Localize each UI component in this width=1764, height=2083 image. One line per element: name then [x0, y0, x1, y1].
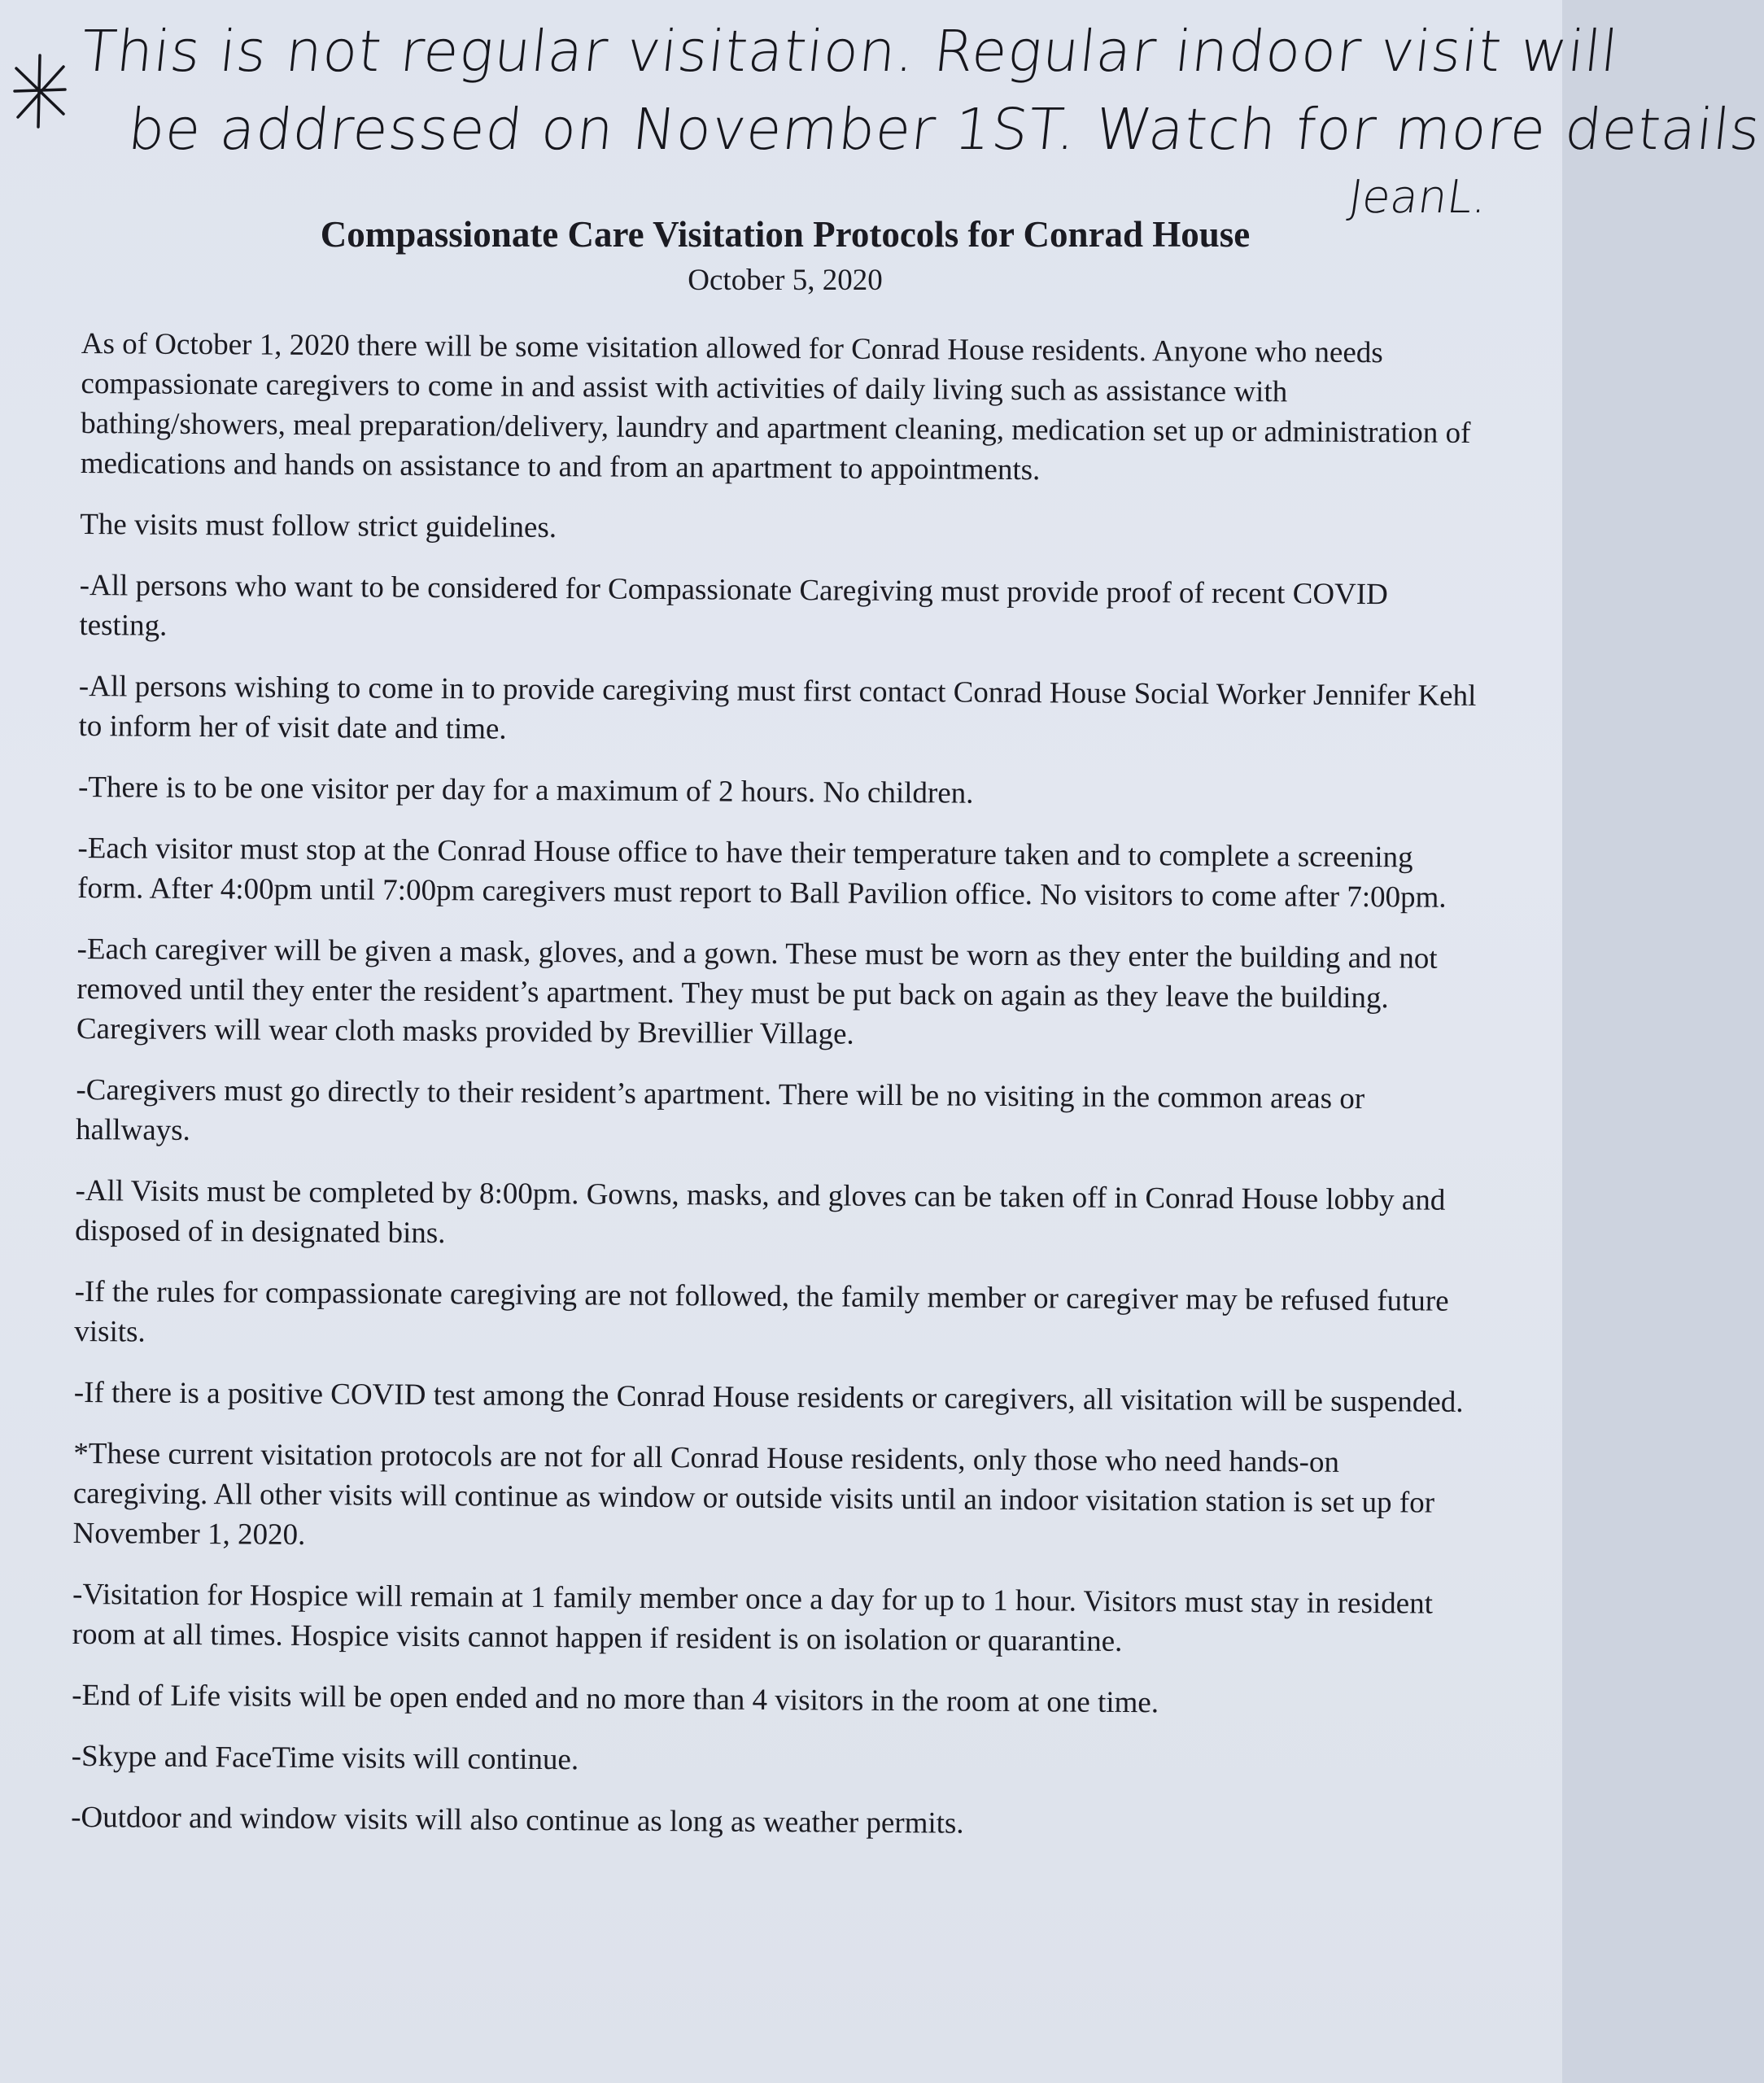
paragraph-direct-to-apartment: -Caregivers must go directly to their resident’s apartment. There will be no visiting in the common areas or hallways. — [75, 1072, 1365, 1147]
paragraph-end-of-life: -End of Life visits will be open ended and no more than 4 visitors in the room at one time. — [72, 1678, 1159, 1720]
paragraph-visit-end-time: -All Visits must be completed by 8:00pm. Gowns, masks, and gloves can be taken off in Conrad House lobby and disposed of in designated bins. — [75, 1173, 1446, 1251]
document-body — [71, 324, 1481, 1868]
paragraph-skype-facetime: -Skype and FaceTime visits will continue. — [71, 1739, 579, 1777]
handwritten-signature: JeanL. — [1345, 171, 1491, 224]
paragraph-visitor-limit: -There is to be one visitor per day for a maximum of 2 hours. No children. — [77, 770, 974, 810]
paragraph-outdoor-window: -Outdoor and window visits will also continue as long as weather permits. — [71, 1800, 964, 1841]
asterisk-icon — [11, 50, 68, 132]
paragraph-current-protocols-note: *These current visitation protocols are not for all Conrad House residents, only those who need hands-on caregiving. All other visits will continue as window or outside visits until an indoor visitation station is set up for November 1, 2020. — [72, 1436, 1435, 1552]
paragraph-hospice: -Visitation for Hospice will remain at 1 family member once a day for up to 1 hour. Visitors must stay in resident room at all times. Hospice visits cannot happen if resident is on isolation or quarantine. — [72, 1577, 1434, 1658]
paragraph-positive-test: -If there is a positive COVID test among the Conrad House residents or caregivers, all visitation will be suspended. — [73, 1375, 1464, 1419]
document-date: October 5, 2020 — [688, 264, 883, 297]
paragraph-guidelines: The visits must follow strict guidelines. — [80, 507, 557, 545]
handwritten-note — [0, 0, 1764, 228]
handwritten-note-line-1: This is not regular visitation. Regular indoor visit will — [77, 18, 1622, 85]
paragraph-intro: As of October 1, 2020 there will be some visitation allowed for Conrad House residents. Anyone who needs compassionate caregivers to come in and assist with activities of daily living such as assistance with bathing/showers, meal preparation/delivery, laundry and apartment cleaning, medication set up or administration of medications and hands on assistance to and from an apartment to appointments. — [80, 326, 1471, 487]
handwritten-note-line-2: be addressed on November 1ST. Watch for more details — [124, 96, 1764, 163]
paragraph-covid-testing: -All persons who want to be considered for Compassionate Caregiving must provide proof of recent COVID testing. — [79, 568, 1388, 643]
paragraph-ppe: -Each caregiver will be given a mask, gloves, and a gown. These must be worn as they enter the building and not removed until they enter the resident’s apartment. They must be put back on again as they leave the building. Caregivers will wear cloth masks provided by Brevillier Village. — [76, 932, 1438, 1051]
document-title: Compassionate Care Visitation Protocols for Conrad House — [320, 214, 1251, 255]
paragraph-screening: -Each visitor must stop at the Conrad House office to have their temperature taken and to complete a screening form. After 4:00pm until 7:00pm caregivers must report to Ball Pavilion office. No visitors to come after 7:00pm. — [77, 831, 1447, 915]
paragraph-rules-not-followed: -If the rules for compassionate caregiving are not followed, the family member or caregiver may be refused future visits. — [74, 1274, 1449, 1349]
paragraph-contact-social-worker: -All persons wishing to come in to provide caregiving must first contact Conrad House Social Worker Jennifer Kehl to inform her of visit date and time. — [78, 669, 1477, 746]
